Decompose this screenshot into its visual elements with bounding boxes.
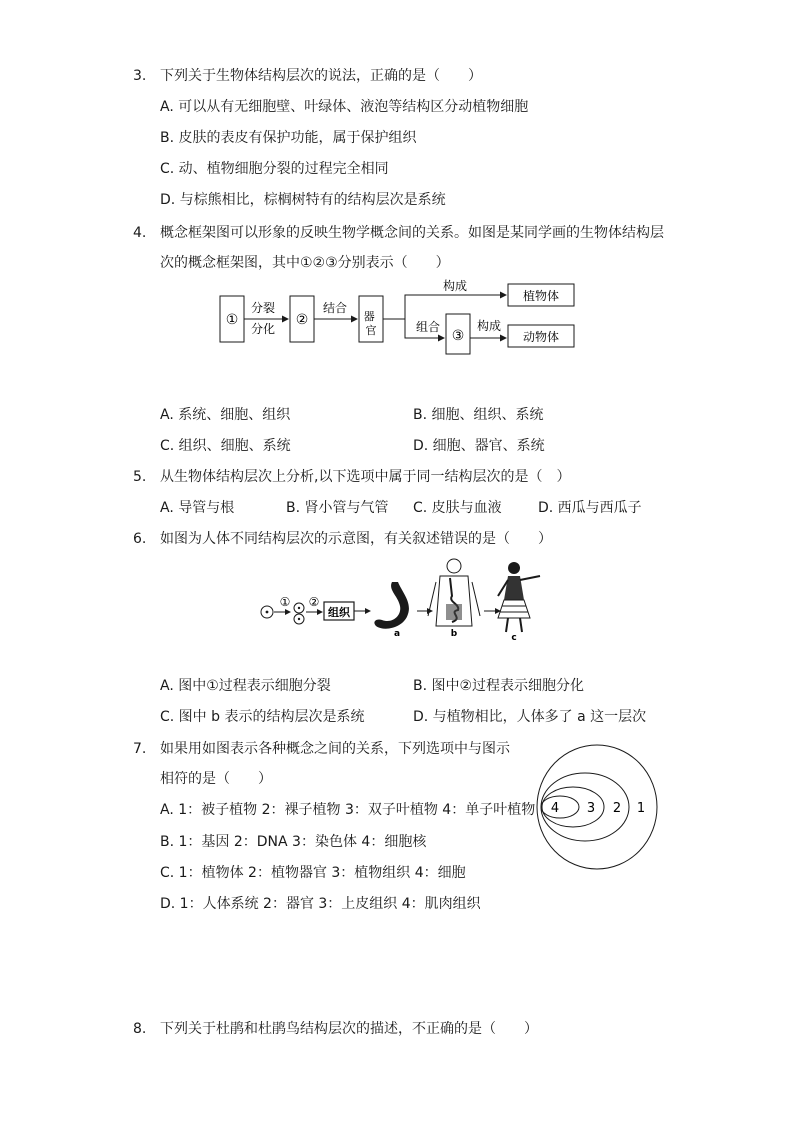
question-5-option-a: A. 导管与根 <box>160 500 235 516</box>
label-b: b <box>450 629 458 639</box>
question-6-option-b: B. 图中②过程表示细胞分化 <box>413 678 585 694</box>
question-5-option-c: C. 皮肤与血液 <box>413 500 502 516</box>
person-icon <box>498 562 540 632</box>
question-7-number: 7. <box>133 741 147 757</box>
question-6-number: 6. <box>133 531 147 547</box>
question-7-stem-line2: 相符的是（ ） <box>160 771 272 787</box>
circle-1-label: 1 <box>636 801 646 816</box>
question-7-option-b: B. 1：基因 2：DNA 3：染色体 4：细胞核 <box>160 834 427 850</box>
question-4-option-a: A. 系统、细胞、组织 <box>160 407 291 423</box>
question-7-option-c: C. 1：植物体 2：植物器官 3：植物组织 4：细胞 <box>160 865 466 881</box>
question-8-number: 8. <box>133 1021 147 1037</box>
question-5-option-d: D. 西瓜与西瓜子 <box>538 500 642 516</box>
stomach-icon <box>374 582 409 629</box>
question-5-option-b: B. 肾小管与气管 <box>286 500 389 516</box>
circle-4-label: 4 <box>550 801 560 816</box>
arrow-differentiate-label: 分化 <box>250 322 276 336</box>
concept-framework-diagram <box>210 278 590 358</box>
animal-label: 动物体 <box>522 330 560 344</box>
question-7-stem-line1: 如果用如图表示各种概念之间的关系，下列选项中与图示 <box>160 741 510 757</box>
step-2-label: ② <box>308 595 320 609</box>
question-6-stem: 如图为人体不同结构层次的示意图，有关叙述错误的是（ ） <box>160 531 552 547</box>
question-4-stem-line2: 次的概念框架图，其中①②③分别表示（ ） <box>160 255 450 271</box>
question-5-number: 5. <box>133 469 147 485</box>
question-4-option-d: D. 细胞、器官、系统 <box>413 438 545 454</box>
question-7-option-d: D. 1：人体系统 2：器官 3：上皮组织 4：肌肉组织 <box>160 896 481 912</box>
question-8-stem: 下列关于杜鹃和杜鹃鸟结构层次的描述，不正确的是（ ） <box>160 1021 538 1037</box>
box-3-label: ③ <box>451 328 465 344</box>
question-3-option-d: D. 与棕熊相比，棕榈树特有的结构层次是系统 <box>160 192 446 208</box>
question-4-number: 4. <box>133 225 147 241</box>
question-3-option-c: C. 动、植物细胞分裂的过程完全相同 <box>160 161 389 177</box>
label-a: a <box>393 629 401 639</box>
question-3-option-b: B. 皮肤的表皮有保护功能，属于保护组织 <box>160 130 417 146</box>
question-4-option-c: C. 组织、细胞、系统 <box>160 438 291 454</box>
nested-circles-diagram <box>535 742 660 872</box>
tissue-label: 组织 <box>328 606 350 619</box>
plant-label: 植物体 <box>522 289 560 303</box>
question-4-stem-line1: 概念框架图可以形象的反映生物学概念间的关系。如图是某同学画的生物体结构层 <box>160 225 664 241</box>
question-3-option-a: A. 可以从有无细胞壁、叶绿体、液泡等结构区分动植物细胞 <box>160 99 529 115</box>
question-6-option-d: D. 与植物相比，人体多了 a 这一层次 <box>413 709 647 725</box>
label-c: c <box>511 633 517 642</box>
question-7-option-a: A. 1：被子植物 2：裸子植物 3：双子叶植物 4：单子叶植物 <box>160 802 536 818</box>
question-4-option-b: B. 细胞、组织、系统 <box>413 407 544 423</box>
question-3-number: 3. <box>133 68 147 84</box>
organ-label: 器 官 <box>363 310 377 337</box>
branch-top-label: 构成 <box>442 279 468 293</box>
step-1-label: ① <box>279 595 291 609</box>
question-6-option-c: C. 图中 b 表示的结构层次是系统 <box>160 709 365 725</box>
box-2-label: ② <box>295 312 309 328</box>
box-1-label: ① <box>225 312 239 328</box>
circle-3-label: 3 <box>586 801 596 816</box>
question-6-option-a: A. 图中①过程表示细胞分裂 <box>160 678 331 694</box>
branch-bottom-label: 构成 <box>476 319 502 333</box>
question-5-stem: 从生物体结构层次上分析,以下选项中属于同一结构层次的是（ ） <box>160 469 571 485</box>
digestive-system-icon <box>428 559 480 626</box>
human-structure-diagram <box>252 556 552 642</box>
arrow-combine-label: 结合 <box>322 301 348 315</box>
circle-4 <box>541 796 579 818</box>
arrow-divide-label: 分裂 <box>250 301 276 315</box>
circle-2-label: 2 <box>612 801 622 816</box>
question-3-stem: 下列关于生物体结构层次的说法，正确的是（ ） <box>160 68 482 84</box>
combine-label: 组合 <box>415 320 441 334</box>
